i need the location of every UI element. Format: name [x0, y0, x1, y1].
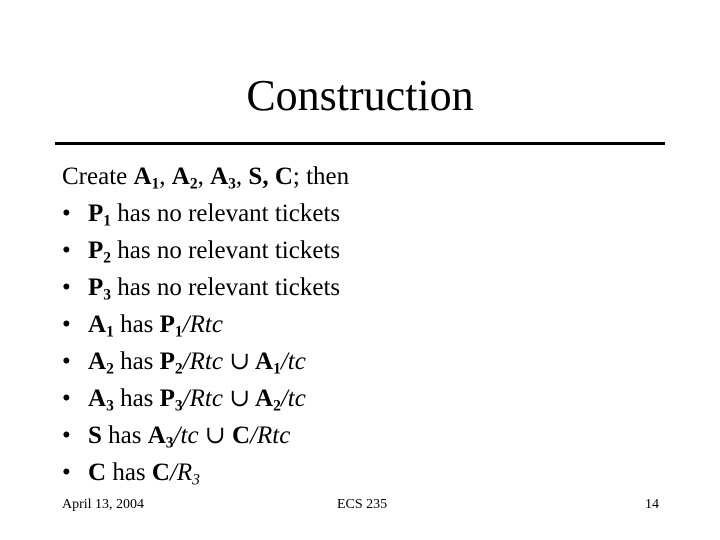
list-item: • $P_1$ has no relevant tickets [62, 195, 349, 232]
a1-ref: $A_1$ [133, 163, 160, 193]
title-rule [55, 142, 665, 145]
bullet: • [62, 385, 71, 412]
a2-ref: $A_2$ [171, 163, 198, 193]
list-item: • S has $A_3/tc$ ∪ C/Rtc [62, 417, 349, 454]
a3-ref: $A_3$ [210, 163, 236, 193]
list-item: • $A_2$ has $P_2$/Rtc ∪ $A_1/tc$ [62, 343, 349, 380]
footer-page-number: 14 [645, 497, 659, 512]
bullet: • [62, 348, 71, 375]
list-item: • $A_1$ has $P_1$/Rtc [62, 306, 349, 343]
bullet: • [62, 459, 71, 486]
bullet: • [62, 200, 71, 227]
sc-ref: S, C [248, 163, 293, 190]
intro-create: Create [62, 163, 134, 190]
slide-body [62, 158, 349, 491]
footer-date: April 13, 2004 [62, 497, 145, 512]
union-symbol: ∪ [229, 385, 251, 412]
list-item: • $P_3$ has no relevant tickets [62, 269, 349, 306]
list-item: • C has $C/R_3$ [62, 454, 349, 491]
slide-title: Construction [246, 71, 474, 120]
list-item: • $P_2$ has no relevant tickets [62, 232, 349, 269]
bullet: • [62, 422, 71, 449]
bullet: • [62, 311, 71, 338]
list-item: • $A_3$ has $P_3$/Rtc ∪ $A_2/tc$ [62, 380, 349, 417]
bullet: • [62, 237, 71, 264]
union-symbol: ∪ [204, 422, 226, 449]
bullet: • [62, 274, 71, 301]
footer-course: ECS 235 [337, 497, 388, 512]
intro-line: Create $A_1$, $A_2$, $A_3$, S, C; then [62, 163, 350, 193]
union-symbol: ∪ [229, 348, 251, 375]
